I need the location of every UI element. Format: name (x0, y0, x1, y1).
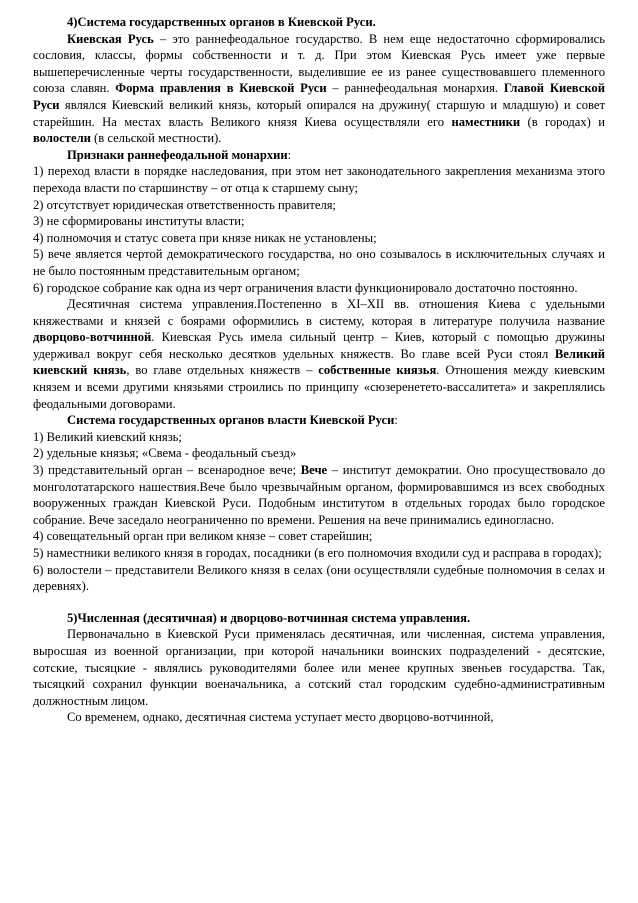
list-item: 6) волостели – представители Великого князя в селах (они осуществляли судебные полномочия в селах и деревнях). (33, 562, 605, 594)
list-item: 1) переход власти в порядке наследования, при этом нет законодательного закрепления механизма этого перехода власти по старшинству – от отца к старшему сыну; (33, 164, 605, 195)
bold-term: Форма правления в Киевской Руси (115, 81, 327, 96)
features-list (33, 163, 605, 296)
list-item: 2) удельные князья; «Свема - феодальный съезд» (33, 446, 297, 461)
bold-term: Киевская Русь (67, 31, 154, 46)
list-item: 5) наместники великого князя в городах, посадники (в его полномочия входили суд и расправа в городах); (33, 546, 602, 560)
section-4-intro: Киевская Русь – это раннефеодальное государство. В нем еще недостаточно сформировались сословия, классы, формы собственности и т. д. При этом Киевская Русь имеет уже первые вышеперечисленные черты государственности, выделившие ее из ранее существовавшего племенного союза славян. Форма правления в Киевской Руси – раннефеодальная монархия. Главой Киевской Руси являлся Киевский великий князь, который опирался на дружину( старшую и младшую) и совет старейшин. На местах власть Великого князя Киева осуществляли его наместники (в городах) и волостели (в сельской местности). (33, 31, 606, 146)
bold-term: Великий киевский князь (33, 346, 605, 378)
section-spacer (33, 595, 605, 610)
bold-term: Главой Киевской Руси (33, 81, 605, 112)
organs-heading-text: Система государственных органов власти Киевской Руси (67, 413, 395, 428)
bold-term: дворцово-вотчинной (33, 330, 152, 345)
bold-term: волостели (33, 131, 91, 146)
list-item: 5) вече является чертой демократического государства, но оно созывалось в исключительных случаях и не было постоянным представительным органом; (33, 247, 605, 278)
section-5-title: 5)Численная (десятичная) и дворцово-вотчинная система управления. (67, 610, 471, 625)
list-item: 6) городское собрание как одна из черт ограничения власти функционировало достаточно постоянно. (33, 280, 578, 295)
list-item: 2) отсутствует юридическая ответственность правителя; (33, 197, 337, 212)
bold-term: наместники (451, 114, 521, 129)
bold-term: Вече (300, 463, 328, 478)
features-heading: Признаки раннефеодальной монархии: (67, 147, 292, 162)
list-item: 3) представительный орган – всенародное вече; Вече – институт демократии. Оно просуществовало до монголотатарского нашествия.Вече было чрезвычайным органом, формировавшимся из всех свободных вооруженных граждан Киевской Руси. Подобным институтом в отдельных городах было городское собрание. Вече заседало неограниченно по времени. Решения на вече принимались единогласно. (33, 463, 605, 527)
list-item: 4) полномочия и статус совета при князе никак не установлены; (33, 230, 377, 245)
section-5-paragraph-2: Со временем, однако, десятичная система уступает место дворцово-вотчинной, (67, 710, 494, 725)
list-item: 1) Великий киевский князь; (33, 429, 182, 444)
list-item: 4) совещательный орган при великом князе – совет старейшин; (33, 529, 373, 544)
organs-list (33, 429, 605, 595)
list-item: 3) не сформированы институты власти; (33, 214, 245, 229)
features-heading-text: Признаки раннефеодальной монархии (67, 147, 288, 162)
section-4-title: 4)Система государственных органов в Киевской Руси. (67, 15, 376, 29)
bold-term: собственные князья (318, 363, 437, 378)
decimal-system-paragraph: Десятичная система управления.Постепенно в XI–XII вв. отношения Киева с удельными княжествами и князей с боярами оформились в систему, которая в литературе получила название дворцово-вотчинной. Киевская Русь имела сильный центр – Киев, который с помощью дружины удерживал вокруг себя несколько десятков удельных княжеств. Во главе всей Руси стоял Великий киевский князь, во главе отдельных княжеств – собственные князья. Отношения между киевским князем и всеми другими князьями строились по принципу «сюзеренетето-вассалитета» и закреплялись феодальными договорами. (33, 297, 605, 411)
section-5-paragraph-1: Первоначально в Киевской Руси применялась десятичная, или численная, система управления, выросшая из военной организации, при которой начальники воинских подразделений - десятские, сотские, тысяцкие - являлись руководителями более или менее крупных звеньев государства. Так, тысяцкий сохранил функции военачальника, а сотский стал городским судебно-административным должностным лицом. (33, 627, 605, 708)
organs-heading: Система государственных органов власти Киевской Руси: (67, 413, 398, 428)
